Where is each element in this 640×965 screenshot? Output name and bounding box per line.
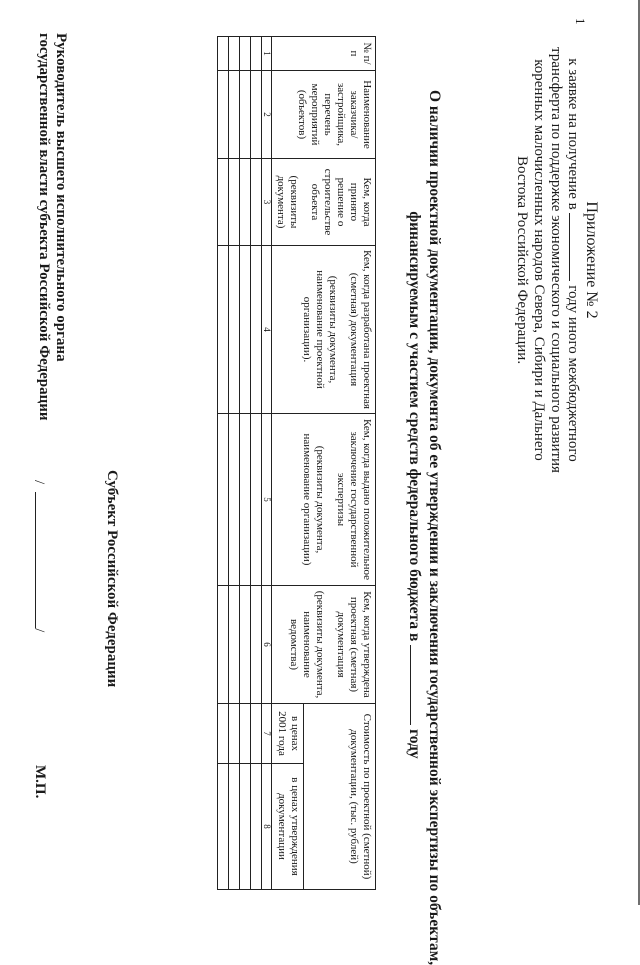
appendix-title: Приложение № 2 (583, 201, 600, 319)
signature-line: // (31, 480, 47, 633)
appendix-line-1: к заявке на получение в году иного межбюджетного (565, 58, 581, 462)
head-line-1: Руководитель высшего исполнительного органа (53, 33, 69, 362)
column-number: 8 (262, 764, 272, 890)
column-number-row (262, 37, 272, 890)
column-number: 2 (262, 71, 272, 159)
table-row (229, 37, 240, 890)
appendix-block (513, 20, 600, 500)
signature-blank (35, 492, 48, 628)
col-header-expertise: Кем, когда выдано положительное заключение государственной экспертизы (реквизиты документа, наименование организации) (272, 414, 376, 586)
table-row (218, 37, 229, 890)
title-year-blank (410, 645, 423, 725)
appendix-line-2: трансферта по поддержке экономического и социального развития (548, 47, 564, 473)
column-number: 6 (262, 586, 272, 704)
col-header-cost-group: Стоимость по проектной (сметной) документации, (тыс. рублей) (304, 704, 376, 890)
stamp-label: М.П. (32, 765, 48, 799)
year-blank (569, 213, 582, 281)
col-header-developer: Кем, когда разработана проектная (сметная) документация (реквизиты документа, наименование проектной организации). (272, 246, 376, 414)
col-header-cost-current: в ценах утверждения документации (272, 764, 304, 890)
col-header-customer: Наименование заказчика/застройщика, перечень мероприятий (объектов) (272, 71, 376, 159)
title-line-1: О наличии проектной документации, документа об ее утверждении и заключения государственной экспертизы по объектам, (426, 90, 443, 965)
table-row (251, 37, 262, 890)
column-number: 7 (262, 704, 272, 764)
head-line-2: государственной власти субъекта Российской Федерации (36, 33, 52, 421)
column-number: 3 (262, 159, 272, 246)
title-line-2: финансируемым с участием средств федерального бюджета в году (406, 211, 423, 759)
col-header-number: № п/п (272, 37, 376, 71)
appendix-line-4: Востока Российской Федерации. (514, 155, 530, 365)
col-header-approval: Кем, когда утверждена проектная (сметная) документация (реквизиты документа, наименование ведомства) (272, 586, 376, 704)
head-of-authority (35, 33, 69, 421)
column-number: 5 (262, 414, 272, 586)
column-number: 1 (262, 37, 272, 71)
document-title (404, 90, 444, 965)
subject-label: Субъект Российской Федерации (104, 470, 120, 688)
table-header-row (304, 37, 376, 890)
column-number: 4 (262, 246, 272, 414)
col-header-decision: Кем, когда принято решение о строительстве объекта (реквизиты документа) (272, 159, 376, 246)
appendix-line-3: коренных малочисленных народов Севера, Сибири и Дальнего (531, 59, 547, 461)
page-number: 1 (573, 18, 588, 25)
col-header-cost-2001: в ценах 2001 года (272, 704, 304, 764)
objects-table (217, 36, 376, 890)
table-row (240, 37, 251, 890)
